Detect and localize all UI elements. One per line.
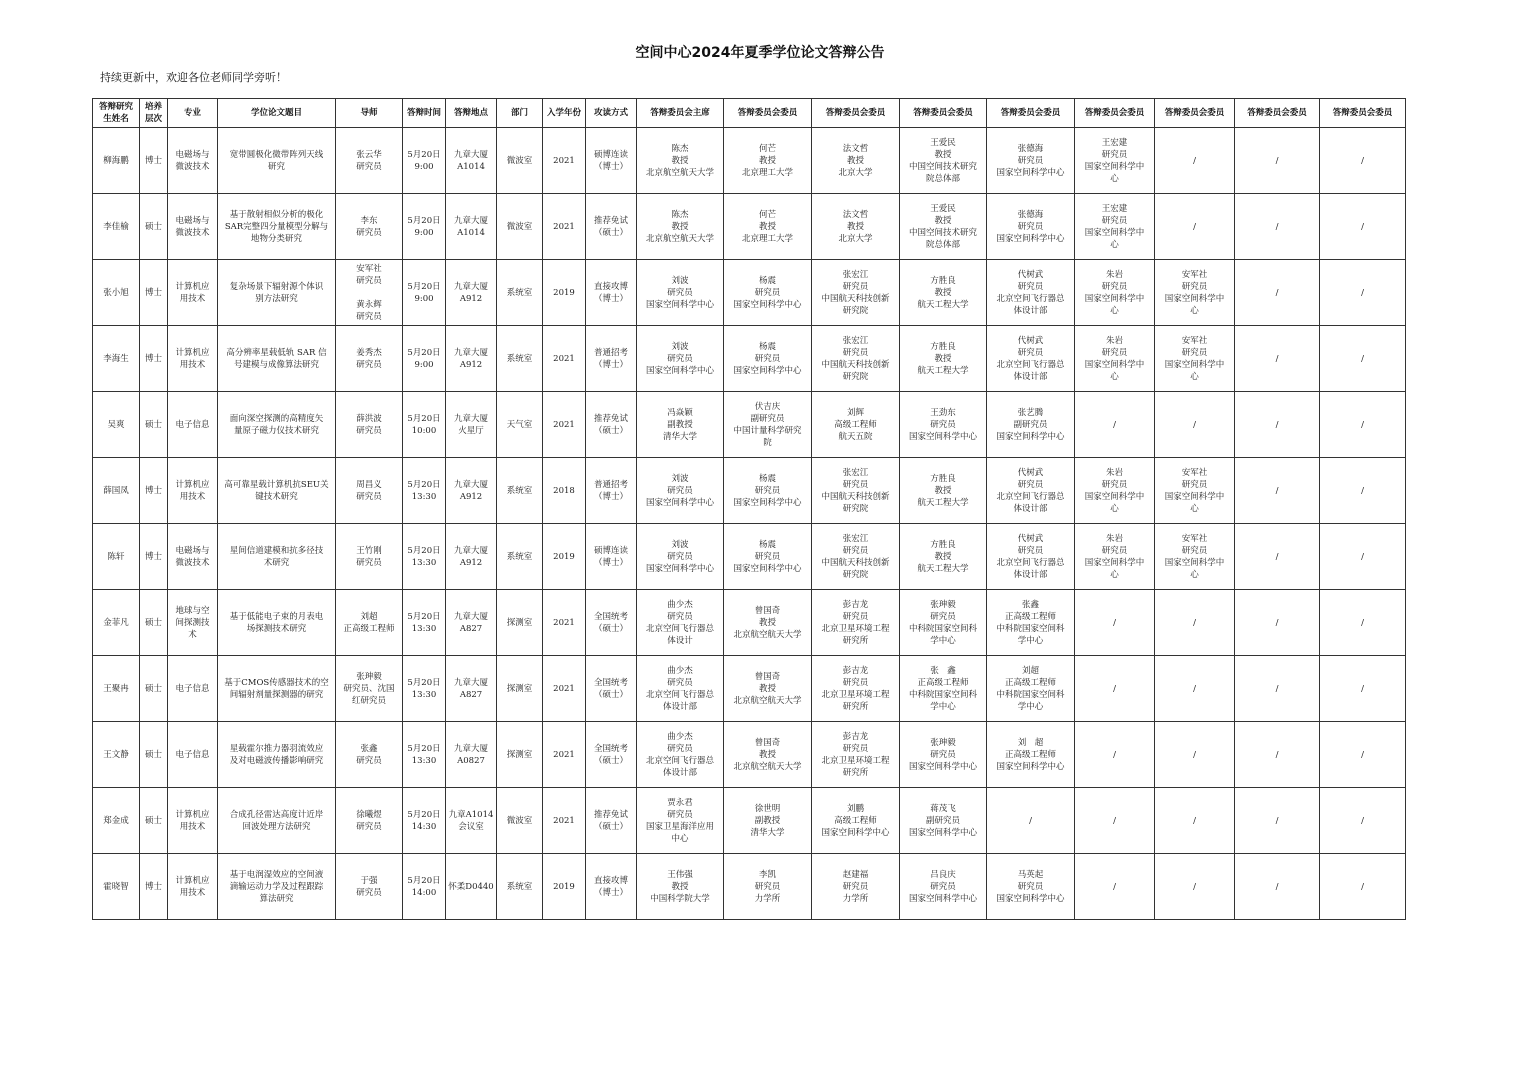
advisor-cell: 刘超 正高级工程师 [336,590,403,656]
advisor-cell: 姜秀杰 研究员 [336,326,403,392]
column-header: 培养层次 [140,99,168,128]
committee-member-cell: / [1320,326,1406,392]
department-cell: 探测室 [497,656,543,722]
column-header: 答辩时间 [403,99,446,128]
committee-member-cell: 刘超 正高级工程师 中科院国家空间科 学中心 [987,656,1075,722]
committee-member-cell: / [1320,788,1406,854]
committee-member-cell: 杨震 研究员 国家空间科学中心 [724,458,812,524]
committee-member-cell: 张 鑫 正高级工程师 中科院国家空间科 学中心 [900,656,987,722]
committee-member-cell: 王爱民 教授 中国空间技术研究 院总体部 [900,194,987,260]
column-header: 答辩委员会委员 [812,99,900,128]
thesis-title-cell: 基于电润湿效应的空间液 滴输运动力学及过程跟踪 算法研究 [218,854,336,920]
committee-member-cell: / [1320,524,1406,590]
committee-chair-cell: 曲少杰 研究员 北京空间飞行器总 体设计部 [637,722,724,788]
column-header: 答辩委员会委员 [724,99,812,128]
committee-member-cell: 彭吉龙 研究员 北京卫星环境工程 研究所 [812,590,900,656]
committee-member-cell: 张宏江 研究员 中国航天科技创新 研究院 [812,326,900,392]
committee-member-cell: 赵建福 研究员 力学所 [812,854,900,920]
table-row [93,590,1406,656]
committee-member-cell: / [1235,590,1320,656]
committee-member-cell: / [1075,854,1155,920]
student-name-cell: 金菲凡 [93,590,140,656]
committee-member-cell: 杨震 研究员 国家空间科学中心 [724,326,812,392]
table-header [93,99,1406,128]
committee-member-cell: / [1320,656,1406,722]
thesis-title-cell: 基于散射相似分析的极化 SAR完整四分量模型分解与 地物分类研究 [218,194,336,260]
advisor-cell: 周昌义 研究员 [336,458,403,524]
thesis-title-cell: 高分辨率星载低轨 SAR 信 号建模与成像算法研究 [218,326,336,392]
defense-location-cell: 九章大厦 A1014 [446,128,497,194]
advisor-cell: 于强 研究员 [336,854,403,920]
committee-member-cell: / [1235,722,1320,788]
defense-location-cell: 九章大厦 A912 [446,326,497,392]
student-name-cell: 柳海鹏 [93,128,140,194]
committee-member-cell: 方胜良 教授 航天工程大学 [900,524,987,590]
defense-location-cell: 九章大厦 火星厅 [446,392,497,458]
committee-chair-cell: 陈杰 教授 北京航空航天大学 [637,194,724,260]
column-header: 答辩研究生姓名 [93,99,140,128]
department-cell: 系统室 [497,854,543,920]
committee-member-cell: / [1320,722,1406,788]
committee-chair-cell: 王伟强 教授 中国科学院大学 [637,854,724,920]
defense-time-cell: 5月20日 13:30 [403,722,446,788]
student-name-cell: 陈轩 [93,524,140,590]
student-name-cell: 李海生 [93,326,140,392]
degree-level-cell: 硕士 [140,656,168,722]
committee-member-cell: / [1155,656,1235,722]
study-mode-cell: 普通招考 （博士） [586,326,637,392]
committee-member-cell: / [1235,194,1320,260]
column-header: 答辩委员会委员 [900,99,987,128]
thesis-title-cell: 星载霍尔推力器羽流效应 及对电磁波传播影响研究 [218,722,336,788]
study-mode-cell: 普通招考 （博士） [586,458,637,524]
degree-level-cell: 博士 [140,524,168,590]
thesis-title-cell: 星间信道建模和抗多径技 术研究 [218,524,336,590]
committee-member-cell: / [1235,788,1320,854]
committee-member-cell: / [1235,128,1320,194]
committee-member-cell: 张鑫 正高级工程师 中科院国家空间科 学中心 [987,590,1075,656]
committee-member-cell: / [1235,524,1320,590]
committee-member-cell: / [1320,854,1406,920]
major-cell: 电子信息 [168,656,218,722]
student-name-cell: 霍晓智 [93,854,140,920]
committee-member-cell: / [1320,194,1406,260]
committee-member-cell: 彭吉龙 研究员 北京卫星环境工程 研究所 [812,722,900,788]
table-row [93,854,1406,920]
committee-member-cell: 朱岩 研究员 国家空间科学中 心 [1075,524,1155,590]
enrollment-year-cell: 2021 [543,656,586,722]
defense-time-cell: 5月20日 9:00 [403,194,446,260]
committee-member-cell: 朱岩 研究员 国家空间科学中 心 [1075,260,1155,326]
study-mode-cell: 硕博连读 （博士） [586,524,637,590]
degree-level-cell: 硕士 [140,194,168,260]
committee-member-cell: / [1075,656,1155,722]
committee-member-cell: / [1235,326,1320,392]
major-cell: 电子信息 [168,392,218,458]
committee-member-cell: 王劲东 研究员 国家空间科学中心 [900,392,987,458]
column-header: 专业 [168,99,218,128]
defense-location-cell: 九章大厦 A0827 [446,722,497,788]
committee-member-cell: 何芒 教授 北京理工大学 [724,194,812,260]
student-name-cell: 薛国凤 [93,458,140,524]
column-header: 答辩委员会主席 [637,99,724,128]
committee-member-cell: / [1075,788,1155,854]
defense-location-cell: 九章大厦 A912 [446,524,497,590]
committee-member-cell: 马英起 研究员 国家空间科学中心 [987,854,1075,920]
defense-location-cell: 九章大厦 A1014 [446,194,497,260]
major-cell: 电磁场与 微波技术 [168,524,218,590]
advisor-cell: 安军社 研究员 黄永辉 研究员 [336,260,403,326]
table-body [93,128,1406,920]
table-row [93,722,1406,788]
defense-time-cell: 5月20日 13:30 [403,524,446,590]
defense-schedule-table [92,98,1406,920]
major-cell: 计算机应 用技术 [168,260,218,326]
student-name-cell: 王文静 [93,722,140,788]
major-cell: 计算机应 用技术 [168,458,218,524]
student-name-cell: 李佳榆 [93,194,140,260]
committee-member-cell: 张珅毅 研究员 中科院国家空间科 学中心 [900,590,987,656]
department-cell: 系统室 [497,458,543,524]
table-row [93,524,1406,590]
enrollment-year-cell: 2021 [543,722,586,788]
committee-member-cell: / [1320,590,1406,656]
committee-member-cell: 张艺腾 副研究员 国家空间科学中心 [987,392,1075,458]
enrollment-year-cell: 2021 [543,392,586,458]
committee-member-cell: 方胜良 教授 航天工程大学 [900,260,987,326]
degree-level-cell: 博士 [140,854,168,920]
committee-member-cell: 曾国奇 教授 北京航空航天大学 [724,656,812,722]
defense-location-cell: 怀柔D0440 [446,854,497,920]
page-title: 空间中心2024年夏季学位论文答辩公告 [635,45,885,61]
defense-location-cell: 九章A1014 会议室 [446,788,497,854]
committee-member-cell: 朱岩 研究员 国家空间科学中 心 [1075,458,1155,524]
committee-member-cell: 吕良庆 研究员 国家空间科学中心 [900,854,987,920]
enrollment-year-cell: 2019 [543,260,586,326]
column-header: 答辩委员会委员 [1320,99,1406,128]
committee-member-cell: 徐世明 副教授 清华大学 [724,788,812,854]
defense-time-cell: 5月20日 9:00 [403,260,446,326]
committee-member-cell: 安军社 研究员 国家空间科学中 心 [1155,458,1235,524]
committee-chair-cell: 贾永君 研究员 国家卫星海洋应用 中心 [637,788,724,854]
advisor-cell: 李东 研究员 [336,194,403,260]
study-mode-cell: 推荐免试 （硕士） [586,194,637,260]
advisor-cell: 张云华 研究员 [336,128,403,194]
committee-member-cell: 杨震 研究员 国家空间科学中心 [724,524,812,590]
enrollment-year-cell: 2019 [543,854,586,920]
department-cell: 微波室 [497,128,543,194]
committee-member-cell: 张宏江 研究员 中国航天科技创新 研究院 [812,524,900,590]
thesis-title-cell: 面向深空探测的高精度矢 量原子磁力仪技术研究 [218,392,336,458]
enrollment-year-cell: 2018 [543,458,586,524]
enrollment-year-cell: 2021 [543,128,586,194]
committee-member-cell: 刘辉 高级工程师 航天五院 [812,392,900,458]
committee-member-cell: / [1075,722,1155,788]
committee-member-cell: 李凯 研究员 力学所 [724,854,812,920]
department-cell: 系统室 [497,326,543,392]
defense-time-cell: 5月20日 13:30 [403,458,446,524]
committee-member-cell: / [1155,392,1235,458]
department-cell: 系统室 [497,524,543,590]
degree-level-cell: 硕士 [140,590,168,656]
committee-member-cell: 法文哲 教授 北京大学 [812,194,900,260]
committee-member-cell: 伏吉庆 副研究员 中国计量科学研究 院 [724,392,812,458]
thesis-title-cell: 复杂场景下辐射源个体识 别方法研究 [218,260,336,326]
column-header: 学位论文题目 [218,99,336,128]
defense-time-cell: 5月20日 9:00 [403,326,446,392]
table-row [93,392,1406,458]
table-row [93,656,1406,722]
enrollment-year-cell: 2021 [543,326,586,392]
committee-member-cell: 代树武 研究员 北京空间飞行器总 体设计部 [987,524,1075,590]
committee-chair-cell: 刘波 研究员 国家空间科学中心 [637,458,724,524]
study-mode-cell: 推荐免试 （硕士） [586,392,637,458]
defense-time-cell: 5月20日 13:30 [403,590,446,656]
table-header-row [93,99,1406,128]
degree-level-cell: 硕士 [140,788,168,854]
study-mode-cell: 推荐免试 （硕士） [586,788,637,854]
defense-time-cell: 5月20日 13:30 [403,656,446,722]
department-cell: 微波室 [497,788,543,854]
committee-member-cell: 法文哲 教授 北京大学 [812,128,900,194]
committee-member-cell: 何芒 教授 北京理工大学 [724,128,812,194]
committee-member-cell: / [1155,854,1235,920]
committee-member-cell: / [987,788,1075,854]
committee-member-cell: / [1235,260,1320,326]
enrollment-year-cell: 2021 [543,590,586,656]
advisor-cell: 薛洪波 研究员 [336,392,403,458]
committee-member-cell: 朱岩 研究员 国家空间科学中 心 [1075,326,1155,392]
column-header: 答辩委员会委员 [1235,99,1320,128]
study-mode-cell: 直接攻博 （博士） [586,260,637,326]
enrollment-year-cell: 2021 [543,788,586,854]
committee-member-cell: 杨震 研究员 国家空间科学中心 [724,260,812,326]
major-cell: 计算机应 用技术 [168,326,218,392]
committee-member-cell: 曾国奇 教授 北京航空航天大学 [724,590,812,656]
column-header: 部门 [497,99,543,128]
column-header: 答辩委员会委员 [1155,99,1235,128]
committee-member-cell: / [1155,788,1235,854]
defense-time-cell: 5月20日 14:30 [403,788,446,854]
degree-level-cell: 博士 [140,128,168,194]
committee-member-cell: / [1155,590,1235,656]
committee-member-cell: 王宏建 研究员 国家空间科学中 心 [1075,128,1155,194]
degree-level-cell: 硕士 [140,392,168,458]
enrollment-year-cell: 2021 [543,194,586,260]
defense-time-cell: 5月20日 14:00 [403,854,446,920]
defense-location-cell: 九章大厦 A912 [446,458,497,524]
committee-member-cell: / [1320,260,1406,326]
committee-member-cell: 安军社 研究员 国家空间科学中 心 [1155,260,1235,326]
committee-member-cell: 代树武 研究员 北京空间飞行器总 体设计部 [987,260,1075,326]
committee-member-cell: / [1320,458,1406,524]
degree-level-cell: 博士 [140,458,168,524]
committee-member-cell: 张宏江 研究员 中国航天科技创新 研究院 [812,260,900,326]
table-row [93,788,1406,854]
committee-member-cell: 张德海 研究员 国家空间科学中心 [987,128,1075,194]
column-header: 导师 [336,99,403,128]
committee-chair-cell: 刘波 研究员 国家空间科学中心 [637,326,724,392]
student-name-cell: 吴爽 [93,392,140,458]
committee-member-cell: 蒋茂飞 副研究员 国家空间科学中心 [900,788,987,854]
committee-member-cell: 代树武 研究员 北京空间飞行器总 体设计部 [987,326,1075,392]
committee-member-cell: / [1155,128,1235,194]
committee-member-cell: / [1320,392,1406,458]
column-header: 入学年份 [543,99,586,128]
student-name-cell: 郑金成 [93,788,140,854]
committee-member-cell: 方胜良 教授 航天工程大学 [900,458,987,524]
advisor-cell: 徐曦煜 研究员 [336,788,403,854]
committee-member-cell: 刘鹏 高级工程师 国家空间科学中心 [812,788,900,854]
committee-chair-cell: 刘波 研究员 国家空间科学中心 [637,260,724,326]
committee-member-cell: 刘 超 正高级工程师 国家空间科学中心 [987,722,1075,788]
study-mode-cell: 全国统考 （硕士） [586,722,637,788]
advisor-cell: 张珅毅 研究员、沈国 红研究员 [336,656,403,722]
committee-member-cell: 安军社 研究员 国家空间科学中 心 [1155,326,1235,392]
committee-chair-cell: 曲少杰 研究员 北京空间飞行器总 体设计部 [637,656,724,722]
defense-location-cell: 九章大厦 A827 [446,656,497,722]
student-name-cell: 王聚冉 [93,656,140,722]
thesis-title-cell: 合成孔径雷达高度计近岸 回波处理方法研究 [218,788,336,854]
committee-member-cell: / [1155,722,1235,788]
table-row [93,458,1406,524]
department-cell: 系统室 [497,260,543,326]
committee-chair-cell: 陈杰 教授 北京航空航天大学 [637,128,724,194]
major-cell: 电磁场与 微波技术 [168,194,218,260]
department-cell: 微波室 [497,194,543,260]
major-cell: 计算机应 用技术 [168,788,218,854]
degree-level-cell: 博士 [140,326,168,392]
committee-member-cell: 方胜良 教授 航天工程大学 [900,326,987,392]
committee-member-cell: / [1235,392,1320,458]
table-row [93,260,1406,326]
table-row [93,194,1406,260]
defense-time-cell: 5月20日 10:00 [403,392,446,458]
thesis-title-cell: 基于低能电子束的月表电 场探测技术研究 [218,590,336,656]
committee-member-cell: / [1235,854,1320,920]
study-mode-cell: 直接攻博 （博士） [586,854,637,920]
study-mode-cell: 全国统考 （硕士） [586,656,637,722]
table-row [93,326,1406,392]
major-cell: 地球与空 间探测技 术 [168,590,218,656]
major-cell: 电磁场与 微波技术 [168,128,218,194]
committee-member-cell: / [1235,656,1320,722]
committee-member-cell: 彭吉龙 研究员 北京卫星环境工程 研究所 [812,656,900,722]
thesis-title-cell: 基于CMOS传感器技术的空 间辐射剂量探测器的研究 [218,656,336,722]
student-name-cell: 张小旭 [93,260,140,326]
column-header: 攻读方式 [586,99,637,128]
committee-member-cell: 曾国奇 教授 北京航空航天大学 [724,722,812,788]
column-header: 答辩委员会委员 [987,99,1075,128]
committee-member-cell: 代树武 研究员 北京空间飞行器总 体设计部 [987,458,1075,524]
advisor-cell: 王竹刚 研究员 [336,524,403,590]
thesis-title-cell: 宽带圆极化微带阵列天线 研究 [218,128,336,194]
committee-chair-cell: 曲少杰 研究员 北京空间飞行器总 体设计 [637,590,724,656]
committee-member-cell: 张宏江 研究员 中国航天科技创新 研究院 [812,458,900,524]
page-subtitle: 持续更新中，欢迎各位老师同学旁听！ [100,71,287,84]
thesis-title-cell: 高可靠星载计算机抗SEU关 键技术研究 [218,458,336,524]
department-cell: 探测室 [497,722,543,788]
committee-member-cell: / [1235,458,1320,524]
major-cell: 电子信息 [168,722,218,788]
committee-member-cell: / [1075,392,1155,458]
committee-member-cell: 张珅毅 研究员 国家空间科学中心 [900,722,987,788]
defense-time-cell: 5月20日 9:00 [403,128,446,194]
committee-member-cell: 张德海 研究员 国家空间科学中心 [987,194,1075,260]
advisor-cell: 张鑫 研究员 [336,722,403,788]
committee-member-cell: / [1075,590,1155,656]
degree-level-cell: 硕士 [140,722,168,788]
committee-member-cell: 王宏建 研究员 国家空间科学中 心 [1075,194,1155,260]
committee-member-cell: / [1320,128,1406,194]
committee-chair-cell: 冯焱颖 副教授 清华大学 [637,392,724,458]
department-cell: 天气室 [497,392,543,458]
committee-member-cell: 安军社 研究员 国家空间科学中 心 [1155,524,1235,590]
study-mode-cell: 全国统考 （硕士） [586,590,637,656]
study-mode-cell: 硕博连读 （博士） [586,128,637,194]
committee-chair-cell: 刘波 研究员 国家空间科学中心 [637,524,724,590]
table-row [93,128,1406,194]
column-header: 答辩委员会委员 [1075,99,1155,128]
committee-member-cell: 王爱民 教授 中国空间技术研究 院总体部 [900,128,987,194]
committee-member-cell: / [1155,194,1235,260]
defense-location-cell: 九章大厦 A912 [446,260,497,326]
enrollment-year-cell: 2019 [543,524,586,590]
defense-location-cell: 九章大厦 A827 [446,590,497,656]
major-cell: 计算机应 用技术 [168,854,218,920]
column-header: 答辩地点 [446,99,497,128]
department-cell: 探测室 [497,590,543,656]
degree-level-cell: 博士 [140,260,168,326]
